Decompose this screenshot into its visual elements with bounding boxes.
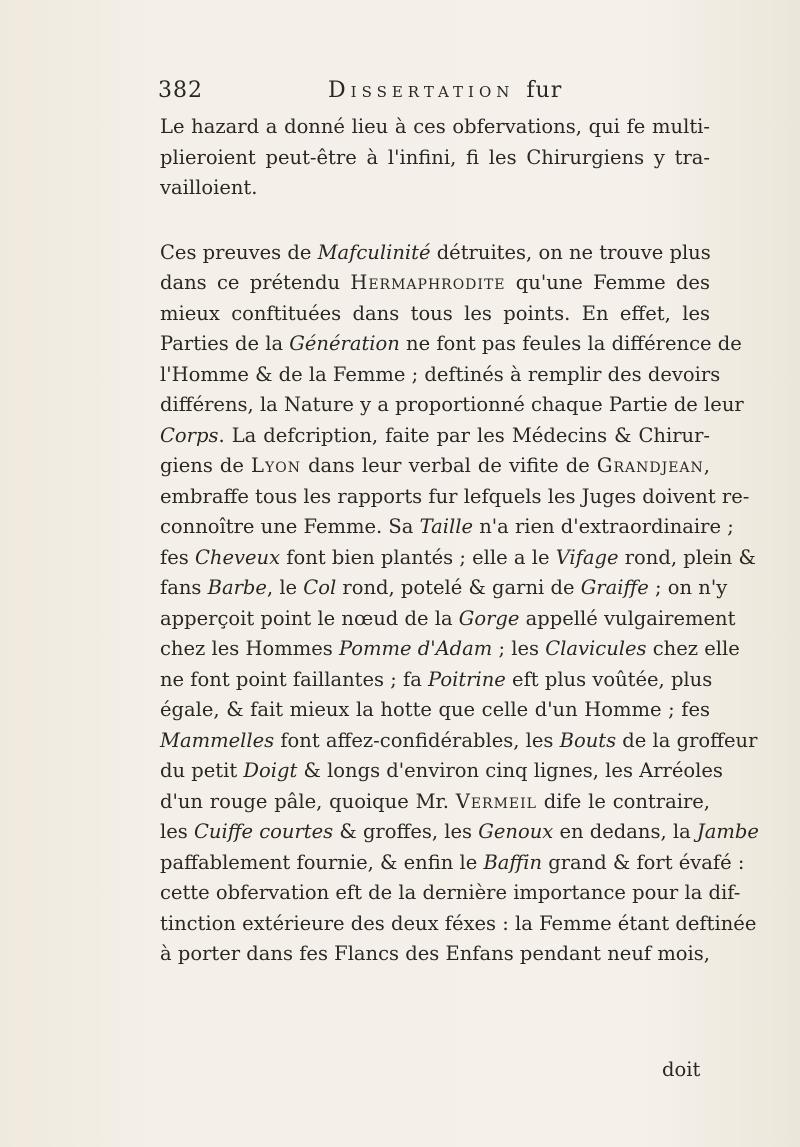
text-line — [160, 909, 757, 940]
text-run: du petit — [160, 759, 244, 782]
catchword: doit — [662, 1058, 701, 1081]
text-line — [160, 299, 710, 330]
text-run: fes — [160, 545, 195, 569]
text-run: paffablement fournie, & enfin le — [160, 850, 484, 874]
italic-term: Baffin — [483, 850, 543, 874]
text-line — [160, 726, 758, 757]
text-run: embraffe tous les rapports fur lefquels les Juges doivent re- — [160, 484, 750, 508]
italic-term: Pomme d'Adam — [338, 637, 493, 660]
text-run: dife le contraire, — [536, 789, 711, 813]
text-run: chez elle — [646, 637, 740, 660]
text-run: , le — [266, 576, 304, 599]
text-line — [160, 329, 742, 360]
text-line — [160, 604, 736, 635]
text-run: giens de — [160, 454, 252, 477]
text-run: chez les Hommes — [160, 637, 339, 660]
text-line — [160, 787, 710, 818]
text-run: à porter dans fes Flancs des Enfans pendant neuf mois, — [160, 942, 710, 965]
body-text — [160, 112, 759, 970]
running-header — [158, 78, 658, 112]
text-run: , — [703, 454, 710, 477]
small-caps-name: Hermaphrodite — [350, 271, 506, 294]
text-line — [160, 143, 710, 174]
small-caps-name: Grandjean — [596, 454, 704, 477]
text-line — [160, 573, 728, 604]
text-line — [160, 848, 745, 879]
italic-term: Taille — [419, 515, 473, 538]
text-line — [160, 543, 756, 574]
text-run: ne font pas feules la différence de — [399, 332, 742, 355]
text-run: fans — [160, 576, 208, 599]
italic-term: Graiffe — [580, 576, 649, 599]
text-line — [160, 482, 750, 513]
text-run: rond, potelé & garni de — [336, 576, 581, 599]
italic-term: Gorge — [458, 606, 520, 630]
italic-term: Genoux — [478, 820, 554, 843]
text-run: qu'une Femme des — [505, 271, 710, 294]
text-run: égale, & fait mieux la hotte que celle d'un Homme ; fes — [160, 698, 710, 721]
text-run: Le hazard a donné lieu à ces obfervations, qui fe multi- — [160, 115, 710, 138]
text-line — [160, 512, 734, 543]
text-run: différens, la Nature y a proportionné chaque Partie de leur — [160, 393, 744, 416]
text-run: eft plus voûtée, plus — [505, 667, 713, 691]
running-title-word: Dissertation — [328, 78, 515, 103]
italic-term: Clavicules — [545, 637, 647, 660]
text-run: dans ce prétendu — [160, 271, 351, 294]
text-line — [160, 756, 723, 787]
text-line — [160, 360, 721, 391]
text-run: font bien plantés ; elle a le — [280, 545, 556, 569]
page-number: 382 — [158, 78, 203, 103]
text-run: de la groffeur — [616, 728, 758, 752]
text-line — [160, 451, 710, 482]
text-line — [160, 268, 710, 299]
italic-term: Cheveux — [194, 545, 281, 569]
text-run: cette obfervation eft de la dernière importance pour la dif- — [160, 881, 741, 904]
text-run: ; les — [492, 637, 546, 660]
text-run: les — [160, 820, 194, 843]
text-line — [160, 878, 741, 909]
text-run: & longs d'environ cinq lignes, les Arréoles — [297, 759, 723, 782]
text-line — [160, 173, 710, 204]
text-line — [160, 817, 759, 848]
text-run: d'un rouge pâle, quoique Mr. — [160, 789, 456, 813]
italic-term: Barbe — [207, 576, 267, 599]
text-run: en dedans, la — [553, 820, 697, 843]
text-run: détruites, on ne trouve plus — [430, 240, 711, 264]
text-line — [160, 238, 710, 269]
italic-term: Cuiffe courtes — [193, 820, 334, 843]
text-run: & groffes, les — [333, 820, 479, 843]
italic-term: Bouts — [559, 728, 617, 752]
italic-term: Col — [303, 576, 337, 599]
text-run: font affez-confidérables, les — [274, 728, 560, 752]
small-caps-name: Lyon — [251, 454, 301, 477]
text-line — [160, 939, 710, 970]
italic-term: Poitrine — [428, 667, 506, 691]
text-run: appellé vulgairement — [519, 606, 736, 630]
text-run: l'Homme & de la Femme ; deftinés à remplir des devoirs — [160, 362, 721, 386]
text-run: plieroient peut-être à l'infini, fi les Chirurgiens y tra- — [160, 145, 710, 169]
text-line — [160, 112, 710, 143]
text-run: Parties de la — [160, 332, 290, 355]
text-line — [160, 390, 744, 421]
italic-term: Mafculinité — [317, 240, 431, 264]
text-line — [160, 634, 740, 665]
text-run: ne font point faillantes ; fa — [160, 667, 429, 691]
italic-term: Corps — [160, 423, 219, 447]
text-run: vailloient. — [160, 176, 258, 199]
italic-term: Génération — [289, 332, 400, 355]
running-title — [328, 78, 562, 103]
small-caps-name: Vermeil — [455, 789, 537, 813]
text-run: apperçoit point le nœud de la — [160, 606, 459, 630]
text-run: grand & fort évafé : — [542, 850, 745, 874]
text-run: connoître une Femme. Sa — [160, 515, 420, 538]
running-title-word: fur — [526, 78, 563, 103]
italic-term: Vifage — [555, 545, 619, 569]
italic-term: Mammelles — [160, 728, 275, 752]
italic-term: Jambe — [696, 820, 759, 843]
text-line — [160, 665, 713, 696]
italic-term: Doigt — [243, 759, 298, 782]
text-run: rond, plein & — [618, 545, 756, 569]
text-run: Ces preuves de — [160, 240, 318, 264]
text-line — [160, 695, 710, 726]
text-run: n'a rien d'extraordinaire ; — [473, 515, 734, 538]
text-line — [160, 421, 710, 452]
text-run: . La defcription, faite par les Médecins & Chirur- — [218, 423, 710, 447]
paragraph-break — [160, 204, 710, 238]
text-run: tinction extérieure des deux féxes : la Femme étant deftinée — [160, 911, 757, 935]
text-run: ; on n'y — [648, 576, 728, 599]
text-run: dans leur verbal de vifite de — [300, 454, 597, 477]
text-run: mieux conftituées dans tous les points. En effet, les — [160, 301, 710, 325]
